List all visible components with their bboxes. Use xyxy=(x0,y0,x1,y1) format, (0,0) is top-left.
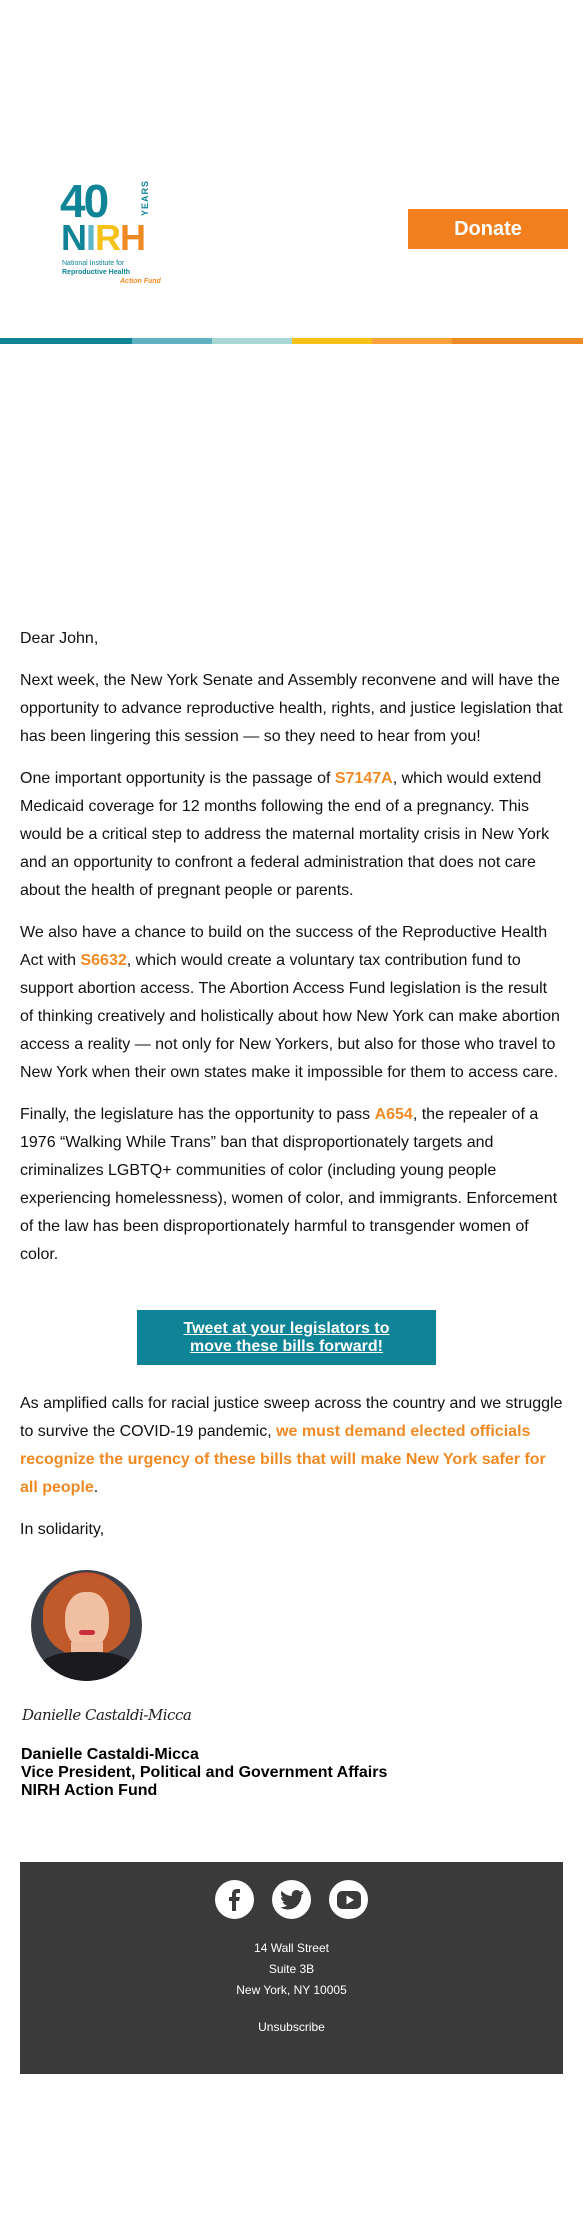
logo-line-3: Action Fund xyxy=(120,278,161,285)
address-line: New York, NY 10005 xyxy=(236,1983,347,1997)
tweet-cta-link[interactable]: Tweet at your legislators to move these bills forward! xyxy=(183,1319,390,1355)
mailing-address xyxy=(20,1938,563,2001)
nirh-logo[interactable] xyxy=(60,175,161,290)
logo-letters: NIRH xyxy=(61,217,146,258)
donate-button[interactable]: Donate xyxy=(408,209,568,249)
bill-link-s6632[interactable]: S6632 xyxy=(80,952,127,969)
emphasis-demand: we must demand elected officials recognize the urgency of these bills that will make New York safer for all people xyxy=(20,1423,546,1496)
signature-block xyxy=(21,1746,387,1800)
signer-title: Vice President, Political and Government Affairs xyxy=(21,1764,388,1781)
stripe-segment xyxy=(452,338,583,344)
tweet-cta-button[interactable] xyxy=(137,1310,436,1365)
signer-org: NIRH Action Fund xyxy=(21,1782,158,1799)
address-line: Suite 3B xyxy=(268,1962,315,1976)
logo-years: YEARS xyxy=(140,180,150,217)
twitter-icon[interactable] xyxy=(272,1880,311,1919)
stripe-segment xyxy=(0,338,132,344)
unsubscribe-link[interactable]: Unsubscribe xyxy=(258,2020,325,2034)
logo-line-1: National Institute for xyxy=(62,260,125,267)
facebook-icon[interactable] xyxy=(215,1880,254,1919)
social-links xyxy=(20,1880,563,1919)
logo-number: 40 xyxy=(60,175,108,227)
address-line: 14 Wall Street xyxy=(254,1941,329,1955)
greeting: Dear John, xyxy=(20,630,99,647)
paragraph-call-to-action: As amplified calls for racial justice sweep across the country and we struggle to survive the COVID-19 pandemic, we must demand elected officials recognize the urgency of these bills that will make New York safer for all people. xyxy=(20,1395,563,1496)
paragraph-walking-while-trans: Finally, the legislature has the opportunity to pass A654, the repealer of a 1976 “Walking While Trans” ban that disproportionately targets and criminalizes LGBTQ+ communities of color (including young people experiencing homelessness), women of color, and immigrants. Enforcement of the law has been disproportionately harmful to transgender women of color. xyxy=(20,1106,558,1263)
paragraph-intro: Next week, the New York Senate and Assembly reconvene and will have the opportunity to advance reproductive health, rights, and justice legislation that has been lingering this session — so they need to hear from you! xyxy=(20,672,563,745)
stripe-segment xyxy=(372,338,452,344)
closing xyxy=(20,1390,563,1558)
logo-line-2: Reproductive Health xyxy=(62,269,131,276)
footer xyxy=(20,1862,563,2074)
avatar xyxy=(31,1570,142,1681)
letter-body xyxy=(20,625,563,1283)
unsubscribe xyxy=(20,2020,563,2034)
signoff: In solidarity, xyxy=(20,1521,105,1538)
paragraph-medicaid: One important opportunity is the passage of S7147A, which would extend Medicaid coverage for 12 months following the end of a pregnancy. This would be a critical step to address the maternal mortality crisis in New York and an opportunity to confront a federal administration that does not care about the health of pregnant people or parents. xyxy=(20,770,550,899)
email-header xyxy=(0,0,583,345)
bill-link-s7147a[interactable]: S7147A xyxy=(334,770,393,787)
stripe-segment xyxy=(212,338,292,344)
paragraph-abortion-fund: We also have a chance to build on the success of the Reproductive Health Act with S6632, which would create a voluntary tax contribution fund to support abortion access. The Abortion Access Fund legislation is the result of thinking creatively and holistically about how New York can make abortion access a reality — not only for New Yorkers, but also for those who travel to New York when their own states make it impossible for them to access care. xyxy=(20,924,560,1081)
youtube-icon[interactable] xyxy=(329,1880,368,1919)
stripe-segment xyxy=(292,338,372,344)
stripe-segment xyxy=(132,338,212,344)
handwritten-signature: Danielle Castaldi-Micca xyxy=(22,1706,192,1724)
bill-link-a654[interactable]: A654 xyxy=(374,1106,413,1123)
signer-name: Danielle Castaldi-Micca xyxy=(21,1746,199,1763)
color-stripe xyxy=(0,338,583,344)
